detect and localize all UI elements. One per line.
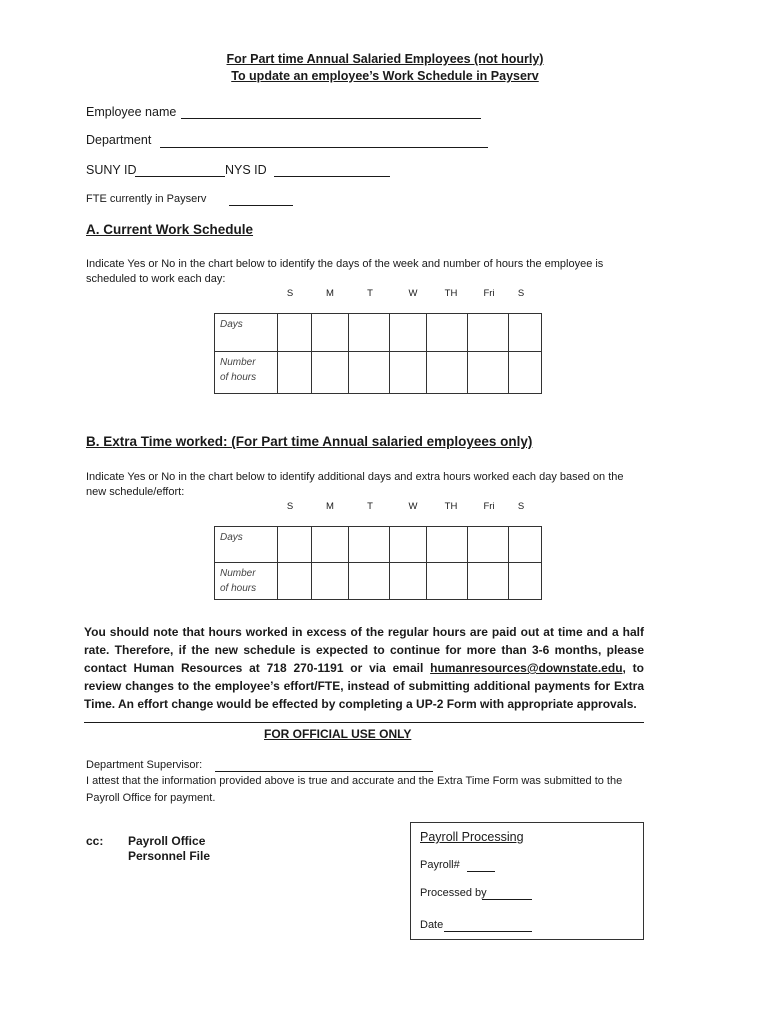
- table-cell[interactable]: [427, 527, 468, 563]
- form-title-line1: For Part time Annual Salaried Employees (not hourly): [226, 52, 544, 66]
- suny-id-label: SUNY ID: [86, 163, 137, 177]
- table-cell[interactable]: [508, 527, 541, 563]
- row-label-hours: Number of hours: [215, 563, 278, 600]
- supervisor-field[interactable]: [215, 771, 433, 772]
- payroll-processing-title: Payroll Processing: [420, 830, 524, 844]
- table-cell[interactable]: [312, 314, 349, 352]
- table-cell[interactable]: [389, 352, 426, 394]
- payroll-processing-box: [410, 822, 644, 940]
- department-label: Department: [86, 133, 152, 147]
- fte-field[interactable]: [229, 205, 293, 206]
- table-cell[interactable]: [468, 563, 508, 600]
- nys-id-label: NYS ID: [225, 163, 267, 177]
- employee-name-field[interactable]: [181, 118, 481, 119]
- nys-id-field[interactable]: [274, 176, 390, 177]
- fte-label: FTE currently in Payserv: [86, 193, 207, 205]
- row-label-hours: Number of hours: [215, 352, 278, 394]
- processed-by-field[interactable]: [482, 899, 532, 900]
- table-cell[interactable]: [277, 352, 311, 394]
- payroll-number-field[interactable]: [467, 871, 495, 872]
- department-field[interactable]: [160, 147, 488, 148]
- day-header: T: [367, 288, 373, 299]
- table-cell[interactable]: [349, 563, 389, 600]
- table-cell[interactable]: [312, 352, 349, 394]
- section-a-heading: A. Current Work Schedule: [86, 222, 254, 237]
- supervisor-label: Department Supervisor:: [86, 759, 203, 771]
- day-header: T: [367, 501, 373, 512]
- table-cell[interactable]: [389, 563, 426, 600]
- table-cell[interactable]: [427, 352, 468, 394]
- section-b-instruction-1: Indicate Yes or No in the chart below to identify additional days and extra hours worked each day based on the: [86, 471, 624, 483]
- table-cell[interactable]: [277, 527, 311, 563]
- table-cell[interactable]: [349, 352, 389, 394]
- suny-id-field[interactable]: [135, 176, 225, 177]
- hr-email-link[interactable]: humanresources@downstate.edu: [430, 661, 623, 675]
- table-cell[interactable]: [389, 314, 426, 352]
- day-header: S: [286, 288, 294, 299]
- schedule-table-a: [214, 313, 542, 394]
- day-header: Fri: [483, 501, 495, 512]
- form-title-line2: To update an employee’s Work Schedule in Payserv: [231, 69, 539, 83]
- payroll-number-label: Payroll#: [420, 859, 460, 871]
- day-header: TH: [444, 288, 458, 299]
- attest-line-2: Payroll Office for payment.: [86, 792, 216, 804]
- day-header: M: [326, 501, 334, 512]
- table-cell[interactable]: [508, 314, 541, 352]
- table-cell[interactable]: [468, 352, 508, 394]
- official-use-heading: FOR OFFICIAL USE ONLY: [264, 727, 412, 741]
- day-header: Fri: [483, 288, 495, 299]
- day-header: TH: [444, 501, 458, 512]
- schedule-table-b: [214, 526, 542, 600]
- day-header: W: [408, 288, 418, 299]
- day-header: W: [408, 501, 418, 512]
- table-cell[interactable]: [427, 314, 468, 352]
- overtime-note: You should note that hours worked in excess of the regular hours are paid out at time and a half rate. Therefore, if the new schedule is expected to continue for more than 3-6 months, please contact Human Resources at 718 270-1191 or via email humanresources@downstate.edu, to review changes to the employee’s effort/FTE, instead of submitting additional payments for Extra Time. An effort change would be effected by completing a UP-2 Form with appropriate approvals.: [84, 625, 645, 711]
- employee-name-label: Employee name: [86, 105, 177, 119]
- section-a-instruction-2: scheduled to work each day:: [86, 273, 226, 285]
- day-header: M: [326, 288, 334, 299]
- cc-personnel-file: Personnel File: [128, 849, 211, 863]
- date-label: Date: [420, 919, 444, 931]
- row-label-days: Days: [215, 527, 278, 563]
- table-cell[interactable]: [508, 352, 541, 394]
- day-header: S: [517, 501, 525, 512]
- table-cell[interactable]: [349, 314, 389, 352]
- table-cell[interactable]: [508, 563, 541, 600]
- cc-label: cc:: [86, 834, 104, 848]
- processed-by-label: Processed by: [420, 887, 487, 899]
- table-cell[interactable]: [349, 527, 389, 563]
- row-label-days: Days: [215, 314, 278, 352]
- section-divider: [84, 722, 644, 723]
- section-b-instruction-2: new schedule/effort:: [86, 486, 185, 498]
- table-cell[interactable]: [312, 527, 349, 563]
- table-cell[interactable]: [277, 563, 311, 600]
- table-cell[interactable]: [277, 314, 311, 352]
- table-cell[interactable]: [389, 527, 426, 563]
- table-cell[interactable]: [427, 563, 468, 600]
- table-cell[interactable]: [468, 527, 508, 563]
- day-header: S: [286, 501, 294, 512]
- table-cell[interactable]: [468, 314, 508, 352]
- section-b-heading: B. Extra Time worked: (For Part time Annual salaried employees only): [86, 434, 533, 449]
- day-header: S: [517, 288, 525, 299]
- section-a-instruction-1: Indicate Yes or No in the chart below to identify the days of the week and number of hours the employee is: [86, 258, 604, 270]
- cc-payroll-office: Payroll Office: [128, 834, 206, 848]
- date-field[interactable]: [444, 931, 532, 932]
- attest-line-1: I attest that the information provided above is true and accurate and the Extra Time Form was submitted to the: [86, 775, 623, 787]
- table-cell[interactable]: [312, 563, 349, 600]
